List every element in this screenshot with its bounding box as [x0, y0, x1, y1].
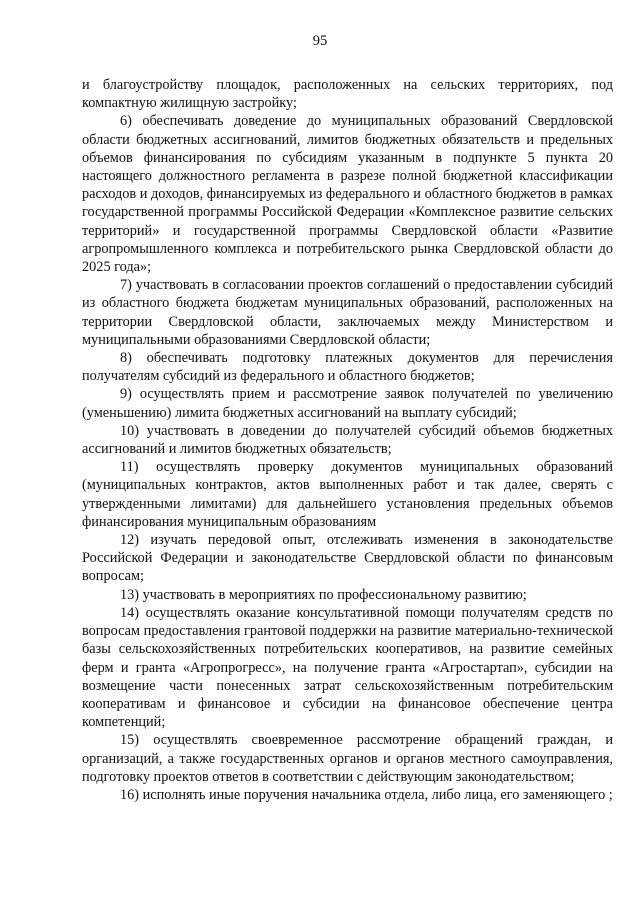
paragraph-item-15: 15) осуществлять своевременное рассмотрение обращений граждан, и организаций, а также государственных органов и органов местного самоуправления, подготовку проектов ответов в соответствии с действующим законодательством; [82, 732, 613, 785]
paragraph-item-8: 8) обеспечивать подготовку платежных документов для перечисления получателям субсидий из федерального и областного бюджетов; [82, 350, 613, 385]
paragraph-item-9: 9) осуществлять прием и рассмотрение заявок получателей по увеличению (уменьшению) лимита бюджетных ассигнований на выплату субсидий; [82, 386, 613, 421]
paragraph-item-16: 16) исполнять иные поручения начальника отдела, либо лица, его заменяющего ; [120, 786, 613, 803]
paragraph-item-14: 14) осуществлять оказание консультативной помощи получателям средств по вопросам предоставления грантовой поддержки на развитие материально-технической базы сельскохозяйственных потребительских кооперативов, на развитие семейных ферм и гранта «Агропрогресс», на получение гранта «Агростартап», субсидии на возмещение части понесенных затрат сельскохозяйственным потребительским кооперативам и финансовое и субсидии на финансовое обеспечение центра компетенций; [82, 604, 613, 731]
paragraph-item-12: 12) изучать передовой опыт, отслеживать изменения в законодательстве Российской Федерации и законодательстве Свердловской области по финансовым вопросам; [82, 532, 613, 585]
page-number: 95 [312, 33, 328, 49]
paragraph-item-7: 7) участвовать в согласовании проектов соглашений о предоставлении субсидий из областного бюджета бюджетам муниципальных образований, расположенных на территории Свердловской области, заключаемых между Министерством и муниципальными образованиями Свердловской области; [82, 277, 613, 348]
paragraph-item-10: 10) участвовать в доведении до получателей субсидий объемов бюджетных ассигнований и лимитов бюджетных обязательств; [82, 422, 613, 458]
paragraph-item-6: 6) обеспечивать доведение до муниципальных образований Свердловской области бюджетных ассигнований, лимитов бюджетных обязательств и предельных объемов финансирования по субсидиям указанным в подпункте 5 пункта 20 настоящего должностного регламента в разрезе полной бюджетной классификации расходов и доходов, финансируемых из федерального и областного бюджетов в рамках государственной программы Российской Федерации «Комплексное развитие сельских территорий» и государственной программы Свердловской области «Развитие агропромышленного комплекса и потребительского рынка Свердловской области до 2025 года»; [82, 113, 613, 276]
paragraph-item-13: 13) участвовать в мероприятиях по профессиональному развитию; [120, 586, 527, 603]
document-body [82, 76, 613, 804]
paragraph-item-11: 11) осуществлять проверку документов муниципальных образований (муниципальных контрактов, актов выполненных работ и так далее, сверять с утвержденными лимитами) для дальнейшего установления предельных объемов финансирования муниципальным образованиям [82, 459, 613, 530]
paragraph-continuation: и благоустройству площадок, расположенных на сельских территориях, под компактную жилищную застройку; [82, 77, 613, 112]
